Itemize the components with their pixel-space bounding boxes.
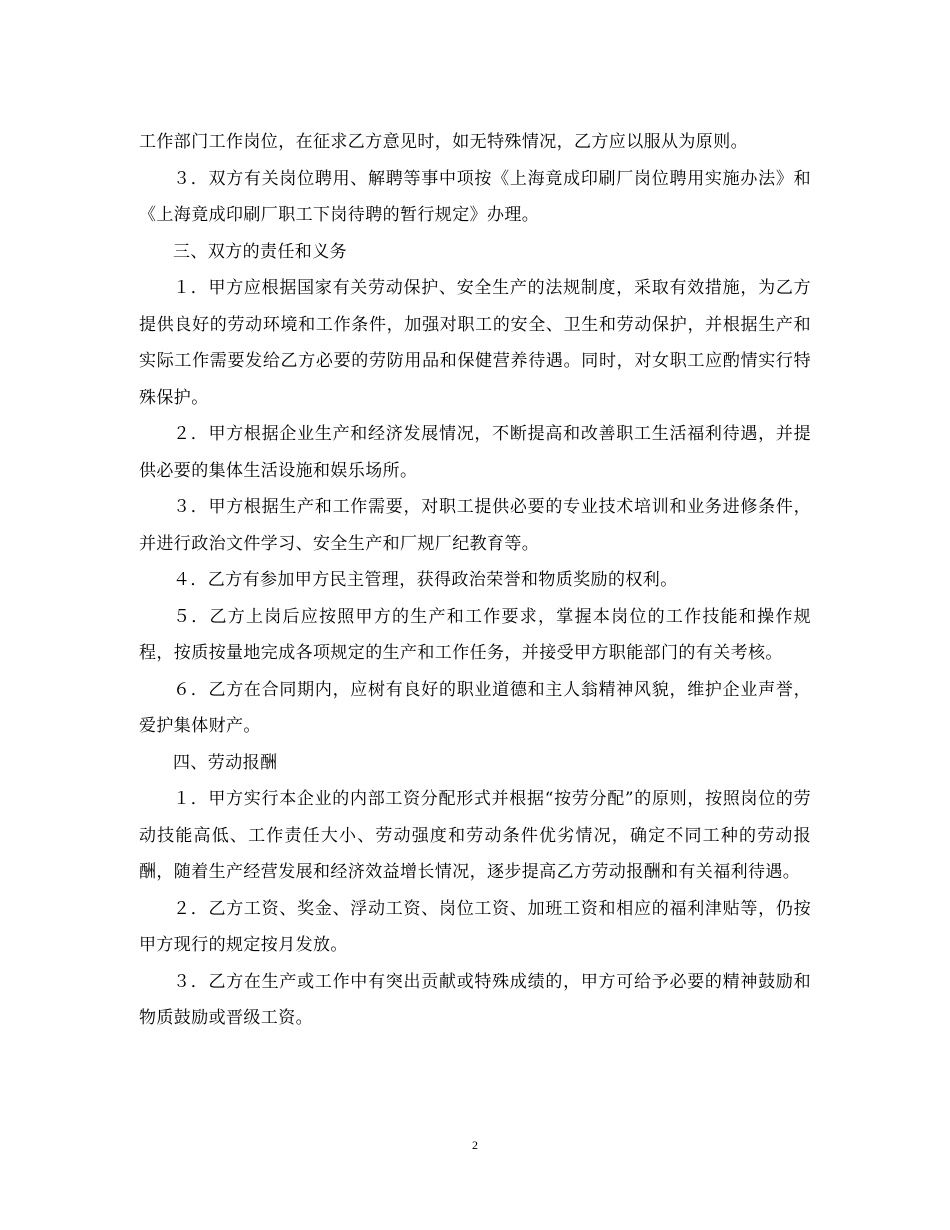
paragraph-clause-4-2: ２．乙方工资、奖金、浮动工资、岗位工资、加班工资和相应的福利津贴等，仍按甲方现行的规定按月发放。 [139,898,811,955]
page-number: 2 [472,1138,478,1152]
paragraph-clause-2-3: ３．双方有关岗位聘用、解聘等事中项按《上海竟成印刷厂岗位聘用实施办法》和《上海竟成印刷厂职工下岗待聘的暂行规定》办理。 [139,168,811,225]
document-body [139,124,811,1037]
paragraph-continuation: 工作部门工作岗位，在征求乙方意见时，如无特殊情况，乙方应以服从为原则。 [139,132,748,152]
paragraph-clause-3-5: ５．乙方上岗后应按照甲方的生产和工作要求，掌握本岗位的工作技能和操作规程，按质按量地完成各项规定的生产和工作任务，并接受甲方职能部门的有关考核。 [139,606,811,663]
section-heading-4: 四、劳动报酬 [173,752,278,773]
paragraph-clause-3-3: ３．甲方根据生产和工作需要，对职工提供必要的专业技术培训和业务进修条件，并进行政治文件学习、安全生产和厂规厂纪教育等。 [139,497,811,554]
paragraph-clause-4-3: ３．乙方在生产或工作中有突出贡献或特殊成绩的，甲方可给予必要的精神鼓励和物质鼓励或晋级工资。 [139,971,811,1028]
paragraph-clause-3-6: ６．乙方在合同期内，应树有良好的职业道德和主人翁精神风貌，维护企业声誉，爱护集体财产。 [139,679,811,736]
paragraph-clause-3-4: ４．乙方有参加甲方民主管理，获得政治荣誉和物质奖励的权利。 [173,570,678,590]
paragraph-clause-4-1: １．甲方实行本企业的内部工资分配形式并根据“按劳分配”的原则，按照岗位的劳动技能高低、工作责任大小、劳动强度和劳动条件优劣情况，确定不同工种的劳动报酬，随着生产经营发展和经济效益增长情况，逐步提高乙方劳动报酬和有关福利待遇。 [139,789,811,882]
paragraph-clause-3-2: ２．甲方根据企业生产和经济发展情况，不断提高和改善职工生活福利待遇，并提供必要的集体生活设施和娱乐场所。 [139,424,811,481]
section-heading-3: 三、双方的责任和义务 [173,241,347,262]
paragraph-clause-3-1: １．甲方应根据国家有关劳动保护、安全生产的法规制度，采取有效措施，为乙方提供良好的劳动环境和工作条件，加强对职工的安全、卫生和劳动保护，并根据生产和实际工作需要发给乙方必要的劳防用品和保健营养待遇。同时，对女职工应酌情实行特殊保护。 [139,278,811,408]
